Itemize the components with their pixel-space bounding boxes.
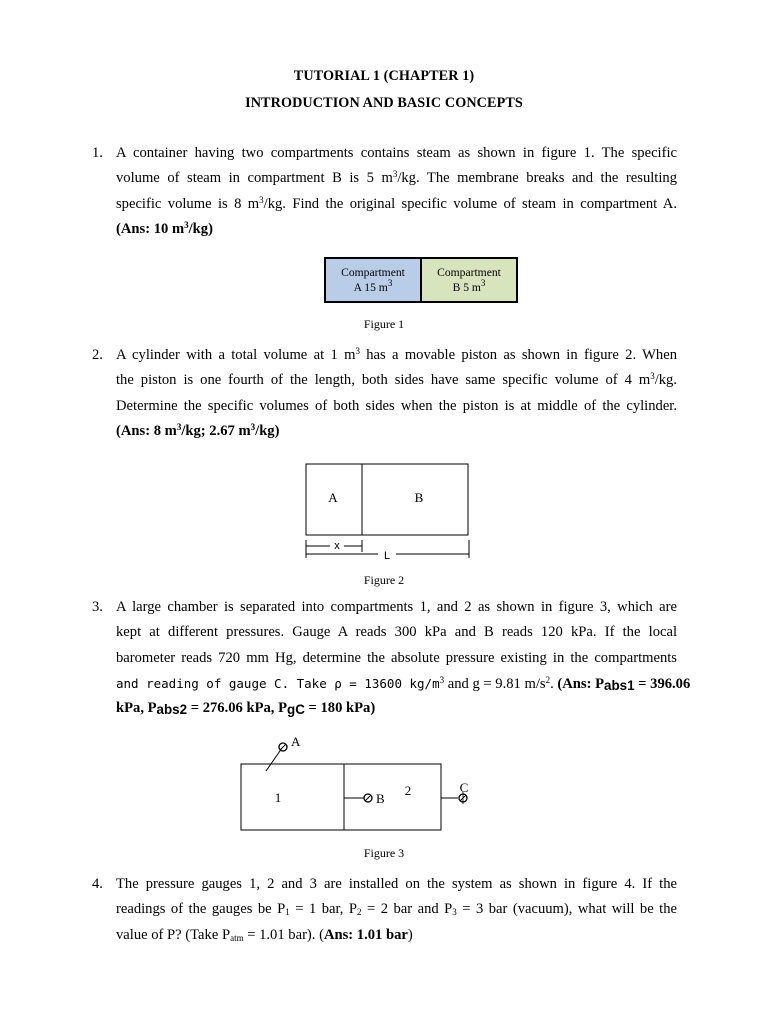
figure-1-caption: Figure 1 bbox=[363, 317, 405, 331]
compartment-b: Compartment B 5 $m^3$ bbox=[422, 259, 516, 301]
label-x: x bbox=[334, 540, 340, 552]
chapter-title: INTRODUCTION AND BASIC CONCEPTS bbox=[245, 95, 523, 111]
question-number: 1. bbox=[92, 145, 103, 161]
gauge-a-stem bbox=[266, 748, 282, 771]
gauge-c-label: C bbox=[459, 780, 469, 795]
question-number: 2. bbox=[92, 347, 103, 363]
figure-2-cylinder-diagram bbox=[300, 460, 475, 566]
question-text-line: A container having two compartments contains steam as shown in figure 1. The specific bbox=[116, 145, 677, 161]
figure-3-chamber-diagram bbox=[236, 732, 476, 834]
answer: (Ans: 10 $m^3/kg$) bbox=[116, 219, 213, 237]
answer: (Ans: 8 $m^3/kg$; 2.67 $m^3/kg$) bbox=[116, 421, 280, 439]
question-text-line: A cylinder with a total volume at 1 $m^3$ has a movable piston as shown in figure 2. When bbox=[116, 346, 677, 363]
question-text-line: volume of steam in compartment B is 5 $m^3/kg$. The membrane breaks and the resulting bbox=[116, 169, 677, 187]
figure-2-caption: Figure 2 bbox=[363, 573, 405, 587]
tutorial-title: TUTORIAL 1 (CHAPTER 1) bbox=[293, 68, 475, 84]
question-text-line: readings of the gauges be $P_1 = 1$ bar, $P_2 = 2$ bar and $P_3 = 3$ bar (vacuum), what will be the bbox=[116, 901, 678, 918]
question-text-line: barometer reads 720 mm Hg, determine the absolute pressure existing in the compartments bbox=[116, 649, 677, 666]
question-text-line: specific volume is 8 $m^3/kg$. Find the original specific volume of steam in compartment A. bbox=[116, 194, 677, 212]
compartment-1-label: 1 bbox=[274, 790, 282, 805]
gauge-b-label: B bbox=[376, 791, 385, 806]
gauge-a-label: A bbox=[291, 734, 301, 749]
label-l: L bbox=[383, 550, 391, 562]
figure-3-caption: Figure 3 bbox=[363, 846, 405, 860]
label-a: A bbox=[328, 490, 338, 505]
question-number: 3. bbox=[92, 599, 103, 615]
question-text-line: A large chamber is separated into compartments 1, and 2 as shown in figure 3, which are bbox=[116, 599, 677, 615]
question-text-line: The pressure gauges 1, 2 and 3 are installed on the system as shown in figure 4. If the bbox=[116, 876, 677, 892]
question-text-line: value of P? (Take $P_{atm} = 1.01$ bar). (Ans: 1.01 bar) bbox=[116, 926, 413, 943]
answer: Ans: 1.01 bar bbox=[323, 926, 408, 943]
gauge-b-needle bbox=[365, 795, 371, 801]
label-b: B bbox=[414, 490, 424, 505]
question-number: 4. bbox=[92, 876, 103, 892]
gauge-a-needle bbox=[280, 744, 286, 750]
compartment-a: Compartment A 15 $m^3$ bbox=[326, 259, 422, 301]
question-text-line: kept at different pressures. Gauge A reads 300 kPa and B reads 120 kPa. If the local bbox=[116, 624, 677, 641]
compartment-2-label: 2 bbox=[404, 783, 412, 798]
question-text-line: and reading of gauge C. Take ρ = 13600 $kg/m^3$ and g = 9.81 $m/s^2$. (Ans: $P_{abs1} = 396.06$ bbox=[116, 674, 691, 693]
question-text-line: Determine the specific volumes of both sides when the piston is at middle of the cylinder. bbox=[116, 397, 677, 414]
figure-1-container-diagram bbox=[324, 257, 518, 303]
question-text-line: the piston is one fourth of the length, both sides have same specific volume of 4 $m^3/kg$. bbox=[116, 371, 677, 389]
answer: kPa, $P_{abs2} = 276.06$ kPa, $P_{gC} = 180$ kPa) bbox=[116, 700, 376, 718]
